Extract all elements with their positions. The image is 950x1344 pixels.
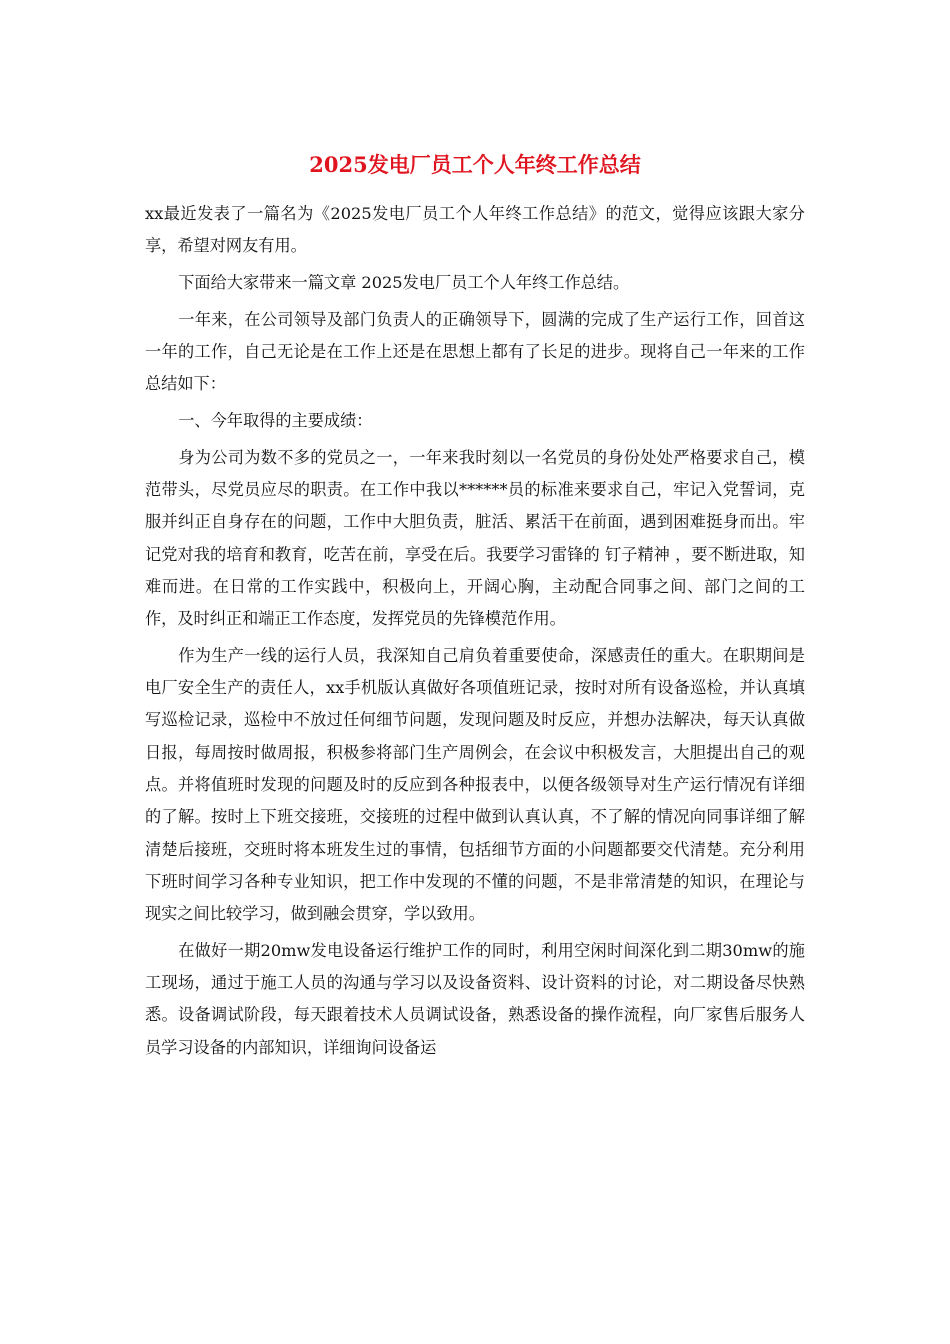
intro-paragraph: xx最近发表了一篇名为《2025发电厂员工个人年终工作总结》的范文，觉得应该跟大家分享，希望对网友有用。 [145,204,805,256]
body-paragraph: 作为生产一线的运行人员，我深知自己肩负着重要使命，深感责任的重大。在职期间是电厂安全生产的责任人，xx手机版认真做好各项值班记录，按时对所有设备巡检，并认真填写巡检记录，巡检中不放过任何细节问题，发现问题及时反应，并想办法解决，每天认真做日报，每周按时做周报，积极参将部门生产周例会，在会议中积极发言，大胆提出自己的观点。并将值班时发现的问题及时的反应到各种报表中，以便各级领导对生产运行情况有详细的了解。按时上下班交接班，交接班的过程中做到认真认真，不了解的情况向同事详细了解清楚后接班，交班时将本班发生过的事情，包括细节方面的小问题都要交代清楚。充分利用下班时间学习各种专业知识，把工作中发现的不懂的问题，不是非常清楚的知识，在理论与现实之间比较学习，做到融会贯穿，学以致用。 [145,645,805,924]
body-paragraph: 一年来，在公司领导及部门负责人的正确领导下，圆满的完成了生产运行工作，回首这一年的工作，自己无论是在工作上还是在思想上都有了长足的进步。现将自己一年来的工作总结如下： [145,309,805,394]
body-paragraph: 在做好一期20mw发电设备运行维护工作的同时，利用空闲时间深化到二期30mw的施工现场，通过于施工人员的沟通与学习以及设备资料、设计资料的讨论，对二期设备尽快熟悉。设备调试阶段，每天跟着技术人员调试设备，熟悉设备的操作流程，向厂家售后服务人员学习设备的内部知识，详细询问设备运 [145,940,805,1057]
document-body [145,198,805,1068]
document-title: 2025发电厂员工个人年终工作总结 [309,152,641,177]
body-paragraph: 身为公司为数不多的党员之一，一年来我时刻以一名党员的身份处处严格要求自己，模范带头，尽党员应尽的职责。在工作中我以******员的标准来要求自己，牢记入党誓词，克服并纠正自身存在的问题，工作中大胆负责，脏活、累活干在前面，遇到困难挺身而出。牢记党对我的培育和教育，吃苦在前，享受在后。我要学习雷锋的 钉子精神 ，要不断进取，知难而进。在日常的工作实践中，积极向上，开阔心胸，主动配合同事之间、部门之间的工作，及时纠正和端正工作态度，发挥党员的先锋模范作用。 [145,447,805,629]
intro-line-paragraph: 下面给大家带来一篇文章 2025发电厂员工个人年终工作总结。 [178,272,630,292]
section-heading: 一、今年取得的主要成绩： [178,410,373,430]
